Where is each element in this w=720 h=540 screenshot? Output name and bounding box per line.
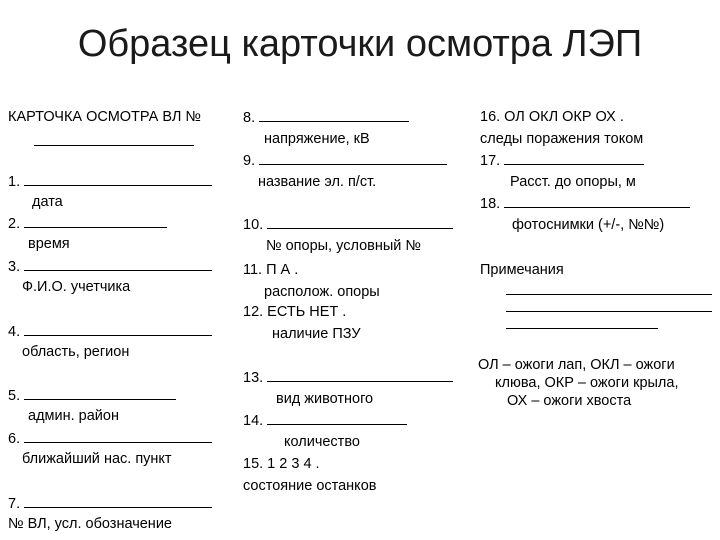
- legend-line-2: клюва, ОКР – ожоги крыла,: [495, 375, 679, 391]
- field-3-caption: Ф.И.О. учетчика: [22, 279, 131, 295]
- pole-number-field[interactable]: [267, 215, 453, 229]
- vl-number-field[interactable]: [34, 145, 194, 146]
- notes-line-3[interactable]: [506, 328, 658, 329]
- field-14: [243, 411, 407, 430]
- field-4-number: 4.: [8, 324, 21, 340]
- field-8-number: 8.: [243, 110, 256, 126]
- field-8-caption: напряжение, кВ: [264, 131, 370, 147]
- notes-line-2[interactable]: [506, 311, 712, 312]
- district-field[interactable]: [24, 386, 176, 400]
- field-1-number: 1.: [8, 174, 21, 190]
- field-10: [243, 215, 453, 234]
- field-17-number: 17.: [480, 153, 501, 169]
- field-11-caption: располож. опоры: [264, 284, 380, 300]
- field-10-number: 10.: [243, 217, 264, 233]
- field-4-caption: область, регион: [22, 344, 130, 360]
- field-17: [480, 151, 644, 170]
- field-5: [8, 386, 176, 405]
- field-6: [8, 429, 212, 448]
- field-13-number: 13.: [243, 370, 264, 386]
- region-field[interactable]: [24, 322, 212, 336]
- field-6-number: 6.: [8, 431, 21, 447]
- field-1: [8, 172, 212, 191]
- field-14-caption: количество: [284, 434, 360, 450]
- distance-field[interactable]: [504, 151, 644, 165]
- observer-name-field[interactable]: [24, 257, 212, 271]
- field-10-caption: № опоры, условный №: [266, 238, 421, 254]
- field-14-number: 14.: [243, 413, 264, 429]
- field-16-caption: следы поражения током: [480, 131, 644, 147]
- animal-species-field[interactable]: [267, 368, 453, 382]
- field-2: [8, 214, 167, 233]
- field-7-number: 7.: [8, 496, 21, 512]
- date-field[interactable]: [24, 172, 212, 186]
- field-16-options[interactable]: 16. ОЛ ОКЛ ОКР ОХ .: [480, 109, 624, 125]
- field-3-number: 3.: [8, 259, 21, 275]
- field-7-caption: № ВЛ, усл. обозначение: [8, 516, 172, 532]
- field-9-caption: название эл. п/ст.: [258, 174, 377, 190]
- field-18-number: 18.: [480, 196, 501, 212]
- field-2-caption: время: [28, 236, 70, 252]
- field-17-caption: Расст. до опоры, м: [510, 174, 636, 190]
- page-title: Образец карточки осмотра ЛЭП: [77, 23, 643, 65]
- card-header: КАРТОЧКА ОСМОТРА ВЛ №: [8, 109, 201, 125]
- field-13: [243, 368, 453, 387]
- field-5-caption: админ. район: [28, 408, 119, 424]
- field-18-caption: фотоснимки (+/-, №№): [512, 217, 665, 233]
- field-4: [8, 322, 212, 341]
- substation-field[interactable]: [259, 151, 447, 165]
- field-15-caption: состояние останков: [243, 478, 377, 494]
- quantity-field[interactable]: [267, 411, 407, 425]
- field-12-caption: наличие ПЗУ: [272, 326, 361, 342]
- field-9: [243, 151, 447, 170]
- field-15-options[interactable]: 15. 1 2 3 4 .: [243, 456, 320, 472]
- field-6-caption: ближайший нас. пункт: [22, 451, 172, 467]
- field-8: [243, 108, 409, 127]
- field-3: [8, 257, 212, 276]
- legend-line-3: ОХ – ожоги хвоста: [507, 393, 632, 409]
- line-designation-field[interactable]: [24, 494, 212, 508]
- voltage-field[interactable]: [259, 108, 409, 122]
- field-5-number: 5.: [8, 388, 21, 404]
- photos-field[interactable]: [504, 194, 690, 208]
- notes-line-1[interactable]: [506, 294, 712, 295]
- field-7: [8, 494, 212, 513]
- field-1-caption: дата: [32, 194, 63, 210]
- notes-label: Примечания: [480, 262, 564, 278]
- field-13-caption: вид животного: [276, 391, 374, 407]
- field-9-number: 9.: [243, 153, 256, 169]
- field-11-options[interactable]: 11. П А .: [243, 262, 299, 278]
- settlement-field[interactable]: [24, 429, 212, 443]
- field-18: [480, 194, 690, 213]
- field-2-number: 2.: [8, 216, 21, 232]
- field-12-options[interactable]: 12. ЕСТЬ НЕТ .: [243, 304, 347, 320]
- time-field[interactable]: [24, 214, 167, 228]
- legend-line-1: ОЛ – ожоги лап, ОКЛ – ожоги: [478, 357, 675, 373]
